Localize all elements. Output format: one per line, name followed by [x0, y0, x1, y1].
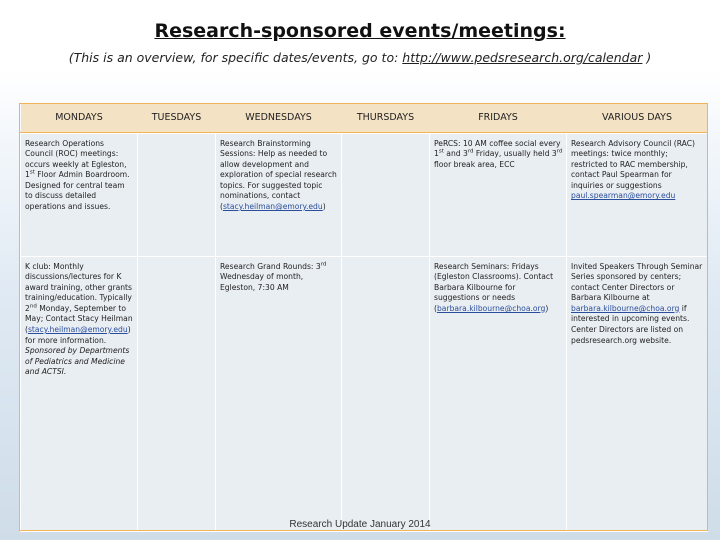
column-header-mondays: MONDAYS	[21, 103, 138, 133]
events-table	[20, 103, 708, 532]
cell-friday-percs	[430, 133, 567, 256]
page-title: Research-sponsored events/meetings:	[154, 20, 566, 42]
column-header-fridays: FRIDAYS	[430, 103, 567, 133]
speakers-suffix: if interested in upcoming events. Center Directors are listed on pedsresearch.org website.	[571, 303, 690, 345]
cell-monday-kclub	[21, 256, 138, 531]
subtitle-suffix: )	[642, 50, 652, 65]
subtitle-prefix: (This is an overview, for specific dates/events, go to:	[68, 50, 403, 65]
cell-various-speakers	[567, 256, 708, 531]
cell-wednesday-grand-rounds	[216, 256, 342, 531]
kclub-text: K club: Monthly discussions/lectures for K award training, other grants training/education. Typically 2nd Monday, September to May; Contact Stacy Heilman (	[25, 261, 133, 335]
seminars-text: Research Seminars: Fridays (Egleston Classrooms). Contact Barbara Kilbourne for suggestions or needs (	[434, 261, 554, 313]
email-link[interactable]: paul.spearman@emory.edu	[571, 191, 676, 201]
email-link[interactable]: stacy.heilman@emory.edu	[27, 325, 128, 335]
email-link[interactable]: barbara.kilbourne@choa.org	[436, 303, 546, 313]
cell-thursday-empty	[342, 256, 430, 531]
email-link[interactable]: barbara.kilbourne@choa.org	[571, 303, 680, 313]
email-link[interactable]: stacy.heilman@emory.edu	[222, 202, 323, 212]
cell-monday-roc	[21, 133, 138, 256]
footer-text: Research Update January 2014	[289, 519, 431, 530]
table-header-row	[21, 103, 708, 133]
roc-text: Research Operations Council (ROC) meetings: occurs weekly at Egleston, 1st Floor Admin Boardroom. Designed for central team to discuss detailed operations and issues.	[25, 138, 130, 212]
cell-thursday-empty	[342, 133, 430, 256]
cell-friday-seminars	[430, 256, 567, 531]
kclub-sponsors: Sponsored by Departments of Pediatrics and Medicine and ACTSI.	[25, 346, 130, 377]
rac-text: Research Advisory Council (RAC) meetings: twice monthly; restricted to RAC membership, contact Paul Spearman for inquiries or suggestions	[571, 138, 696, 190]
cell-wednesday-brainstorming	[216, 133, 342, 256]
column-header-wednesdays: WEDNESDAYS	[216, 103, 342, 133]
column-header-tuesdays: TUESDAYS	[138, 103, 216, 133]
brainstorming-suffix: )	[322, 202, 326, 212]
cell-tuesday-empty	[138, 256, 216, 531]
table-row	[21, 133, 708, 256]
brainstorming-text: Research Brainstorming Sessions: Help as needed to allow development and exploration of special research topics. For suggested topic nominations, contact (	[220, 138, 337, 212]
table-row	[21, 256, 708, 531]
column-header-thursdays: THURSDAYS	[342, 103, 430, 133]
cell-various-rac	[567, 133, 708, 256]
percs-text: PeRCS: 10 AM coffee social every 1st and 3rd Friday, usually held 3rd floor break area, ECC	[434, 138, 563, 169]
grand-rounds-text: Research Grand Rounds: 3rd Wednesday of month, Egleston, 7:30 AM	[220, 260, 327, 292]
cell-tuesday-empty	[138, 133, 216, 256]
speakers-text: Invited Speakers Through Seminar Series sponsored by centers; contact Center Directors or Barbara Kilbourne at	[571, 261, 703, 303]
column-header-various-days: VARIOUS DAYS	[567, 103, 708, 133]
page-subtitle	[0, 50, 720, 65]
calendar-link[interactable]: http://www.pedsresearch.org/calendar	[402, 50, 643, 65]
seminars-suffix: )	[545, 303, 549, 313]
kclub-suffix: ) for more information.	[25, 325, 131, 345]
